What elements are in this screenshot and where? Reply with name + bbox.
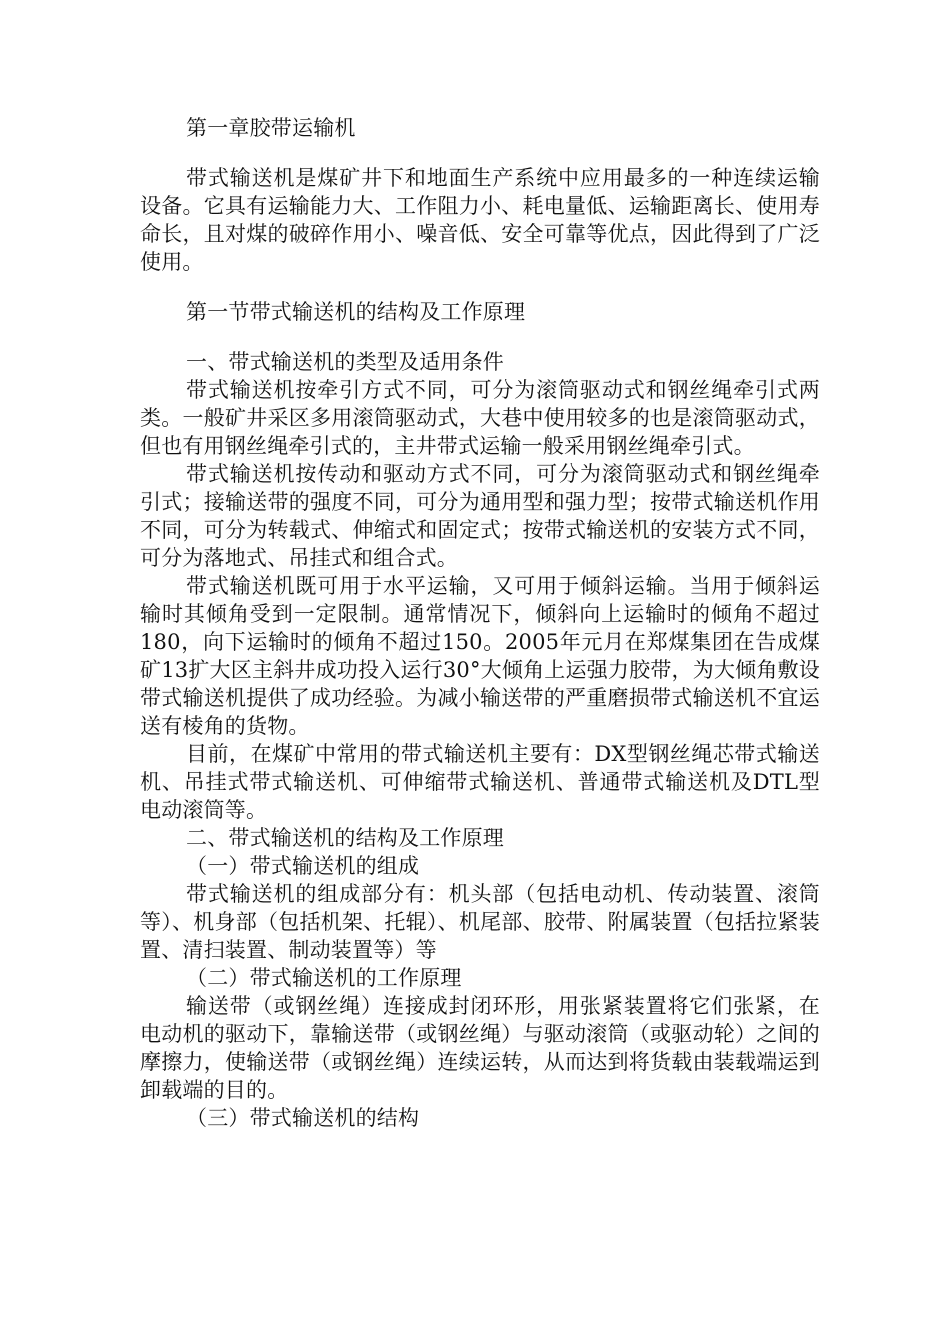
subheading-composition: （一）带式输送机的组成 (186, 854, 420, 878)
intro-paragraph: 带式输送机是煤矿井下和地面生产系统中应用最多的一种连续运输设备。它具有运输能力大、工作阻力小、耗电量低、运输距离长、使用寿命长，且对煤的破碎作用小、噪音低、安全可靠等优点，因此得到了广泛使用。 (140, 166, 820, 274)
document-page (140, 110, 820, 1132)
paragraph-principle: 输送带（或钢丝绳）连接成封闭环形，用张紧装置将它们张紧，在电动机的驱动下，靠输送带（或钢丝绳）与驱动滚筒（或驱动轮）之间的摩擦力，使输送带（或钢丝绳）连续运转，从而达到将货载由装载端运到卸载端的目的。 (140, 994, 820, 1102)
subheading-construction: （三）带式输送机的结构 (186, 1106, 420, 1130)
heading-types: 一、带式输送机的类型及适用条件 (186, 350, 504, 374)
paragraph-traction: 带式输送机按牵引方式不同，可分为滚筒驱动式和钢丝绳牵引式两类。一般矿井采区多用滚筒驱动式，大巷中使用较多的也是滚筒驱动式，但也有用钢丝绳牵引式的，主井带式运输一般采用钢丝绳牵引式。 (140, 378, 820, 458)
paragraph-common-types: 目前，在煤矿中常用的带式输送机主要有：DX型钢丝绳芯带式输送机、吊挂式带式输送机、可伸缩带式输送机、普通带式输送机及DTL型电动滚筒等。 (140, 742, 820, 822)
paragraph-classification: 带式输送机按传动和驱动方式不同，可分为滚筒驱动式和钢丝绳牵引式；接输送带的强度不同，可分为通用型和强力型；按带式输送机作用不同，可分为转载式、伸缩式和固定式；按带式输送机的安装方式不同，可分为落地式、吊挂式和组合式。 (140, 462, 820, 570)
subheading-principle: （二）带式输送机的工作原理 (186, 966, 462, 990)
section-title: 第一节带式输送机的结构及工作原理 (186, 300, 526, 324)
paragraph-composition: 带式输送机的组成部分有：机头部（包括电动机、传动装置、滚筒等）、机身部（包括机架、托辊）、机尾部、胶带、附属装置（包括拉紧装置、清扫装置、制动装置等）等 (140, 882, 820, 962)
heading-structure: 二、带式输送机的结构及工作原理 (186, 826, 504, 850)
paragraph-incline: 带式输送机既可用于水平运输，又可用于倾斜运输。当用于倾斜运输时其倾角受到一定限制。通常情况下，倾斜向上运输时的倾角不超过180，向下运输时的倾角不超过150。2005年元月在郑煤集团在告成煤矿13扩大区主斜井成功投入运行30°大倾角上运强力胶带，为大倾角敷设带式输送机提供了成功经验。为减小输送带的严重磨损带式输送机不宜运送有棱角的货物。 (140, 574, 820, 738)
chapter-title: 第一章胶带运输机 (186, 116, 356, 140)
